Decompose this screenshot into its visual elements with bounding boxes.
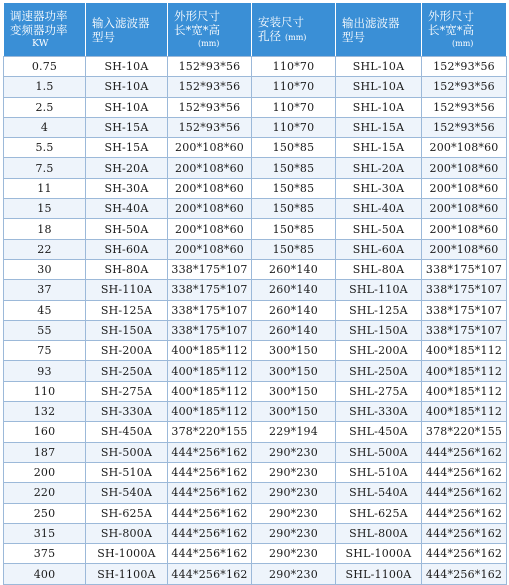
output-model-cell: SHL-125A [336,300,422,320]
header-input-dimensions-line2: 长*宽*高 [174,22,220,37]
table-row [4,381,507,401]
input-model-cell: SH-30A [86,178,168,198]
input-dimensions-cell: 200*108*60 [168,239,252,259]
output-dimensions-cell: 444*256*162 [422,503,507,523]
input-dimensions-cell: 338*175*107 [168,280,252,300]
mounting-cell: 290*230 [252,442,336,462]
power-cell: 132 [4,402,86,422]
output-model-cell: SHL-30A [336,178,422,198]
table-row [4,483,507,503]
mounting-cell: 110*70 [252,57,336,77]
output-dimensions-cell: 444*256*162 [422,544,507,564]
input-model-cell: SH-625A [86,503,168,523]
mounting-cell: 260*140 [252,300,336,320]
mounting-cell: 290*230 [252,503,336,523]
table-row [4,442,507,462]
mounting-cell: 150*85 [252,138,336,158]
mounting-cell: 300*150 [252,381,336,401]
input-dimensions-cell: 444*256*162 [168,564,252,584]
header-row [4,3,507,57]
input-model-cell: SH-800A [86,523,168,543]
input-dimensions-cell: 400*185*112 [168,361,252,381]
output-model-cell: SHL-40A [336,199,422,219]
header-power-line1: 调速器功率 [10,8,68,23]
input-dimensions-cell: 444*256*162 [168,523,252,543]
mounting-cell: 290*230 [252,523,336,543]
power-cell: 2.5 [4,97,86,117]
output-dimensions-cell: 444*256*162 [422,523,507,543]
power-cell: 220 [4,483,86,503]
output-dimensions-cell: 400*185*112 [422,381,507,401]
header-output-dimensions [422,3,507,57]
power-cell: 400 [4,564,86,584]
power-cell: 7.5 [4,158,86,178]
input-dimensions-cell: 400*185*112 [168,381,252,401]
power-cell: 1.5 [4,77,86,97]
output-model-cell: SHL-450A [336,422,422,442]
output-model-cell: SHL-625A [336,503,422,523]
input-model-cell: SH-15A [86,117,168,137]
mounting-cell: 300*150 [252,361,336,381]
table-row [4,239,507,259]
input-dimensions-cell: 338*175*107 [168,300,252,320]
table-row [4,544,507,564]
power-cell: 187 [4,442,86,462]
input-model-cell: SH-1000A [86,544,168,564]
power-cell: 5.5 [4,138,86,158]
input-model-cell: SH-250A [86,361,168,381]
mounting-cell: 150*85 [252,199,336,219]
output-dimensions-cell: 444*256*162 [422,442,507,462]
power-cell: 375 [4,544,86,564]
power-cell: 160 [4,422,86,442]
output-dimensions-cell: 444*256*162 [422,462,507,482]
output-dimensions-cell: 338*175*107 [422,259,507,279]
input-model-cell: SH-275A [86,381,168,401]
header-output-model [336,3,422,57]
output-model-cell: SHL-800A [336,523,422,543]
mounting-cell: 150*85 [252,178,336,198]
input-dimensions-cell: 444*256*162 [168,503,252,523]
power-cell: 250 [4,503,86,523]
header-input-dimensions-line1: 外形尺寸 [174,8,220,23]
output-model-cell: SHL-250A [336,361,422,381]
power-cell: 110 [4,381,86,401]
output-dimensions-cell: 338*175*107 [422,320,507,340]
mounting-cell: 290*230 [252,462,336,482]
table-row [4,219,507,239]
input-model-cell: SH-150A [86,320,168,340]
header-output-model-line2: 型号 [342,29,365,44]
output-dimensions-cell: 400*185*112 [422,402,507,422]
power-cell: 4 [4,117,86,137]
power-cell: 45 [4,300,86,320]
table-row [4,97,507,117]
mounting-cell: 150*85 [252,219,336,239]
filter-spec-table [3,2,507,585]
table-header [4,3,507,57]
input-model-cell: SH-10A [86,57,168,77]
input-dimensions-cell: 200*108*60 [168,219,252,239]
input-dimensions-cell: 152*93*56 [168,77,252,97]
output-dimensions-cell: 200*108*60 [422,138,507,158]
power-cell: 200 [4,462,86,482]
input-dimensions-cell: 200*108*60 [168,158,252,178]
table-row [4,361,507,381]
header-mounting-unit: (mm) [285,32,307,42]
input-dimensions-cell: 152*93*56 [168,97,252,117]
output-dimensions-cell: 444*256*162 [422,564,507,584]
output-dimensions-cell: 338*175*107 [422,280,507,300]
header-output-dimensions-unit: (mm) [452,38,474,48]
table-row [4,402,507,422]
input-model-cell: SH-15A [86,138,168,158]
output-model-cell: SHL-60A [336,239,422,259]
output-model-cell: SHL-110A [336,280,422,300]
output-dimensions-cell: 152*93*56 [422,77,507,97]
power-cell: 93 [4,361,86,381]
output-model-cell: SHL-150A [336,320,422,340]
input-dimensions-cell: 152*93*56 [168,57,252,77]
input-dimensions-cell: 152*93*56 [168,117,252,137]
header-output-dimensions-line1: 外形尺寸 [428,8,474,23]
power-cell: 75 [4,341,86,361]
input-model-cell: SH-80A [86,259,168,279]
input-model-cell: SH-10A [86,97,168,117]
header-power [4,3,86,57]
input-model-cell: SH-1100A [86,564,168,584]
output-model-cell: SHL-1000A [336,544,422,564]
input-model-cell: SH-540A [86,483,168,503]
input-dimensions-cell: 400*185*112 [168,402,252,422]
output-dimensions-cell: 378*220*155 [422,422,507,442]
table-row [4,199,507,219]
output-model-cell: SHL-10A [336,77,422,97]
output-dimensions-cell: 200*108*60 [422,178,507,198]
mounting-cell: 150*85 [252,239,336,259]
input-dimensions-cell: 444*256*162 [168,462,252,482]
output-model-cell: SHL-510A [336,462,422,482]
table-row [4,462,507,482]
output-dimensions-cell: 200*108*60 [422,239,507,259]
table-row [4,77,507,97]
mounting-cell: 110*70 [252,97,336,117]
table-row [4,320,507,340]
output-model-cell: SHL-275A [336,381,422,401]
input-dimensions-cell: 444*256*162 [168,544,252,564]
input-model-cell: SH-510A [86,462,168,482]
power-cell: 315 [4,523,86,543]
output-dimensions-cell: 400*185*112 [422,341,507,361]
input-model-cell: SH-125A [86,300,168,320]
input-dimensions-cell: 338*175*107 [168,320,252,340]
output-dimensions-cell: 200*108*60 [422,199,507,219]
output-dimensions-cell: 152*93*56 [422,97,507,117]
output-model-cell: SHL-15A [336,117,422,137]
output-model-cell: SHL-500A [336,442,422,462]
header-power-line2: 变频器功率 [10,22,68,37]
input-model-cell: SH-330A [86,402,168,422]
output-model-cell: SHL-1100A [336,564,422,584]
power-cell: 30 [4,259,86,279]
output-dimensions-cell: 400*185*112 [422,361,507,381]
input-model-cell: SH-450A [86,422,168,442]
table-row [4,178,507,198]
output-model-cell: SHL-20A [336,158,422,178]
output-model-cell: SHL-330A [336,402,422,422]
mounting-cell: 229*194 [252,422,336,442]
output-model-cell: SHL-80A [336,259,422,279]
mounting-cell: 290*230 [252,483,336,503]
header-input-model [86,3,168,57]
table-row [4,503,507,523]
input-model-cell: SH-200A [86,341,168,361]
mounting-cell: 290*230 [252,564,336,584]
mounting-cell: 260*140 [252,320,336,340]
output-model-cell: SHL-15A [336,138,422,158]
input-model-cell: SH-60A [86,239,168,259]
table-row [4,300,507,320]
header-input-model-line1: 输入滤波器 [92,15,150,30]
input-model-cell: SH-20A [86,158,168,178]
header-mounting [252,3,336,57]
input-dimensions-cell: 200*108*60 [168,199,252,219]
output-model-cell: SHL-200A [336,341,422,361]
output-model-cell: SHL-540A [336,483,422,503]
input-dimensions-cell: 200*108*60 [168,178,252,198]
input-model-cell: SH-50A [86,219,168,239]
output-dimensions-cell: 200*108*60 [422,219,507,239]
output-dimensions-cell: 152*93*56 [422,57,507,77]
output-model-cell: SHL-10A [336,97,422,117]
table-row [4,280,507,300]
table-row [4,259,507,279]
table-row [4,341,507,361]
mounting-cell: 110*70 [252,117,336,137]
table-row [4,57,507,77]
power-cell: 37 [4,280,86,300]
input-dimensions-cell: 400*185*112 [168,341,252,361]
input-model-cell: SH-500A [86,442,168,462]
table-row [4,564,507,584]
output-model-cell: SHL-10A [336,57,422,77]
mounting-cell: 110*70 [252,77,336,97]
power-cell: 0.75 [4,57,86,77]
input-model-cell: SH-40A [86,199,168,219]
input-dimensions-cell: 378*220*155 [168,422,252,442]
mounting-cell: 150*85 [252,158,336,178]
header-output-model-line1: 输出滤波器 [342,15,400,30]
input-dimensions-cell: 444*256*162 [168,442,252,462]
power-cell: 55 [4,320,86,340]
output-dimensions-cell: 152*93*56 [422,117,507,137]
output-model-cell: SHL-50A [336,219,422,239]
header-input-dimensions-unit: (mm) [198,38,220,48]
header-mounting-line1: 安装尺寸 [258,14,304,29]
header-input-model-line2: 型号 [92,29,115,44]
header-output-dimensions-line2: 长*宽*高 [428,22,474,37]
mounting-cell: 300*150 [252,341,336,361]
input-model-cell: SH-10A [86,77,168,97]
header-input-dimensions [168,3,252,57]
power-cell: 11 [4,178,86,198]
header-mounting-hole: 孔径 [258,28,281,43]
power-cell: 22 [4,239,86,259]
table-row [4,523,507,543]
input-dimensions-cell: 444*256*162 [168,483,252,503]
table-row [4,138,507,158]
table-row [4,158,507,178]
mounting-cell: 260*140 [252,280,336,300]
output-dimensions-cell: 338*175*107 [422,300,507,320]
header-power-unit: KW [32,37,49,49]
input-dimensions-cell: 200*108*60 [168,138,252,158]
power-cell: 18 [4,219,86,239]
mounting-cell: 290*230 [252,544,336,564]
power-cell: 15 [4,199,86,219]
output-dimensions-cell: 200*108*60 [422,158,507,178]
table-body [4,57,507,585]
mounting-cell: 260*140 [252,259,336,279]
output-dimensions-cell: 444*256*162 [422,483,507,503]
header-mounting-line2 [258,29,335,45]
table-row [4,117,507,137]
input-dimensions-cell: 338*175*107 [168,259,252,279]
mounting-cell: 300*150 [252,402,336,422]
table-row [4,422,507,442]
input-model-cell: SH-110A [86,280,168,300]
